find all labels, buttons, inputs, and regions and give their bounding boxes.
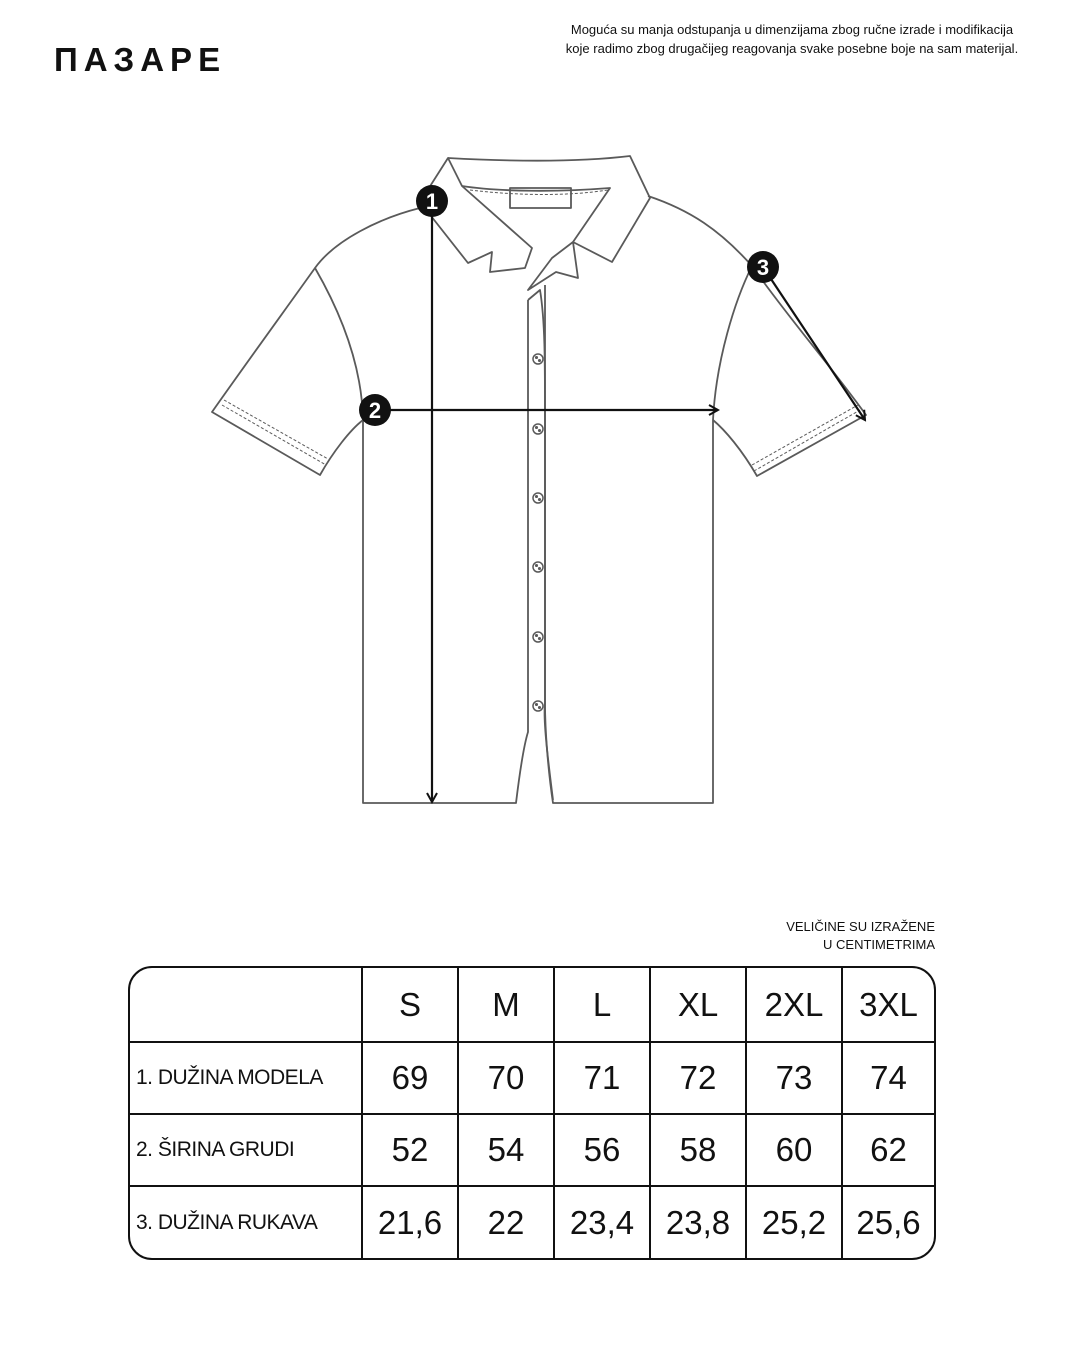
value-cell: 71 xyxy=(554,1042,650,1114)
corner-cell xyxy=(130,968,362,1042)
left-sleeve xyxy=(212,268,363,475)
size-header-cell: S xyxy=(362,968,458,1042)
button-1 xyxy=(533,354,543,364)
right-sleeve-stitch xyxy=(752,405,858,465)
size-header-cell: 2XL xyxy=(746,968,842,1042)
buttons xyxy=(533,354,543,711)
table-row xyxy=(130,1042,934,1114)
shirt-body xyxy=(315,208,528,803)
marker-1-label: 1 xyxy=(425,189,439,214)
marker-3 xyxy=(747,251,779,283)
value-cell: 74 xyxy=(842,1042,934,1114)
table-row xyxy=(130,1186,934,1258)
value-cell: 70 xyxy=(458,1042,554,1114)
value-cell: 62 xyxy=(842,1114,934,1186)
row-label: 2. ŠIRINA GRUDI xyxy=(130,1114,362,1186)
size-header-cell: 3XL xyxy=(842,968,934,1042)
value-cell: 52 xyxy=(362,1114,458,1186)
row-label: 3. DUŽINA RUKAVA xyxy=(130,1186,362,1258)
disclaimer-line-1: Moguća su manja odstupanja u dimenzijama zbog ručne izrade i modifikacija xyxy=(570,22,1014,37)
value-cell: 72 xyxy=(650,1042,746,1114)
brand-logo: ПAЗAPE xyxy=(54,41,227,78)
value-cell: 73 xyxy=(746,1042,842,1114)
row-label: 1. DUŽINA MODELA xyxy=(130,1042,362,1114)
marker-3-label: 3 xyxy=(756,255,770,280)
unit-note xyxy=(786,918,935,954)
button-2 xyxy=(533,424,543,434)
button-3 xyxy=(533,493,543,503)
marker-2-label: 2 xyxy=(368,398,382,423)
size-table xyxy=(128,966,936,1260)
value-cell: 22 xyxy=(458,1186,554,1258)
value-cell: 25,6 xyxy=(856,1203,921,1241)
shirt-body-right xyxy=(528,196,752,803)
marker-2 xyxy=(359,394,391,426)
size-header-cell: L xyxy=(554,968,650,1042)
disclaimer-line-2: koje radimo zbog drugačijeg reagovanja svake posebne boje na sam materijal. xyxy=(565,41,1019,56)
right-sleeve-stitch-2 xyxy=(754,410,860,471)
value-cell: 21,6 xyxy=(362,1186,458,1258)
value-cell: 56 xyxy=(554,1114,650,1186)
unit-note-line-2: U CENTIMETRIMA xyxy=(823,937,935,952)
sleeve-length-arrow xyxy=(763,267,865,420)
marker-1 xyxy=(416,185,448,217)
right-sleeve xyxy=(713,266,866,476)
value-cell: 25,2 xyxy=(746,1186,842,1258)
value-cell: 23,8 xyxy=(650,1186,746,1258)
button-6 xyxy=(533,701,543,711)
button-4 xyxy=(533,562,543,572)
table-row xyxy=(130,1114,934,1186)
value-cell: 23,4 xyxy=(554,1186,650,1258)
collar-right xyxy=(448,156,650,290)
size-header-cell: M xyxy=(458,968,554,1042)
unit-note-line-1: VELIČINE SU IZRAŽENE xyxy=(786,919,935,934)
value-cell: 60 xyxy=(746,1114,842,1186)
button-5 xyxy=(533,632,543,642)
left-sleeve-stitch-2 xyxy=(222,405,326,465)
value-cell: 54 xyxy=(458,1114,554,1186)
size-header-row xyxy=(130,968,934,1042)
value-cell: 58 xyxy=(650,1114,746,1186)
size-header-cell: XL xyxy=(650,968,746,1042)
value-cell: 69 xyxy=(362,1042,458,1114)
measurement-arrows xyxy=(375,201,865,802)
